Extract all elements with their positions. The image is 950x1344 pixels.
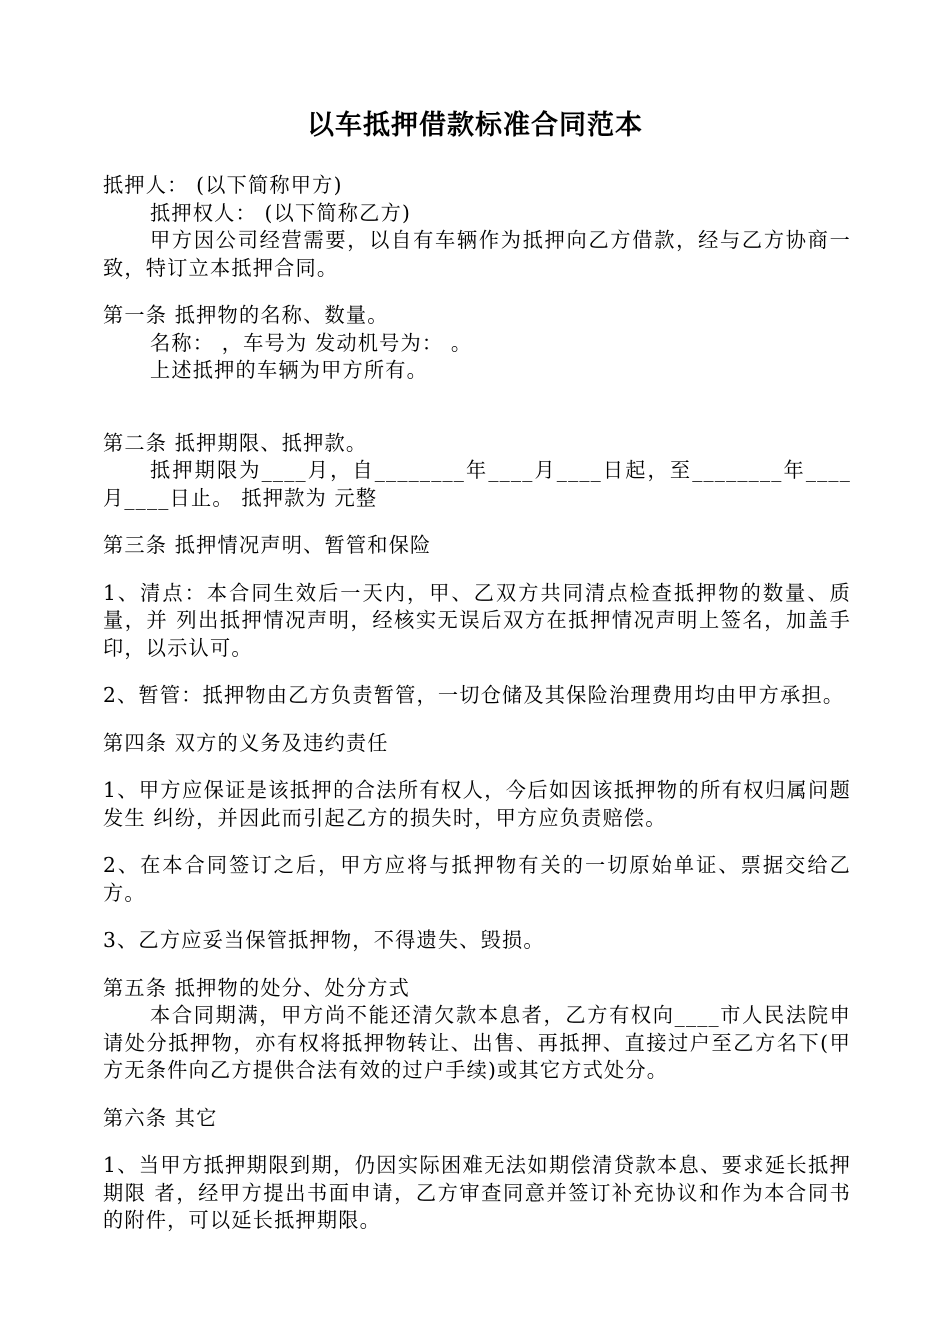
paragraph-preamble: 甲方因公司经营需要，以自有车辆作为抵押向乙方借款，经与乙方协商一致，特订立本抵押合同。 [103,228,851,280]
document-body [103,172,851,1235]
paragraph-term: 抵押期限为____月，自________年____月____日起，至________年____月____日止。 抵押款为 元整 [103,458,851,510]
paragraph-disposal: 本合同期满，甲方尚不能还清欠款本息者，乙方有权向____市人民法院申请处分抵押物，亦有权将抵押物转让、出售、再抵押、直接过户至乙方名下(甲方无条件向乙方提供合法有效的过户手续)或其它方式处分。 [103,1003,851,1082]
article-4-heading: 第四条 双方的义务及违约责任 [103,730,389,755]
document-title: 以车抵押借款标准合同范本 [307,110,643,141]
paragraph-mortgagee: 抵押权人： (以下简称乙方) [150,200,412,225]
article-3-heading: 第三条 抵押情况声明、暂管和保险 [103,533,432,557]
paragraph-mortgagor: 抵押人： (以下简称甲方) [103,173,343,197]
article-5-heading: 第五条 抵押物的处分、处分方式 [103,975,411,1000]
paragraph-inventory: 1、清点：本合同生效后一天内，甲、乙双方共同清点检查抵押物的数量、质量，并 列出抵押情况声明，经核实无误后双方在抵押情况声明上签名，加盖手印，以示认可。 [103,580,851,660]
paragraph-duty-3: 3、乙方应妥当保管抵押物，不得遗失、毁损。 [103,928,545,952]
article-2-heading: 第二条 抵押期限、抵押款。 [103,430,368,455]
article-6-heading: 第六条 其它 [103,1105,218,1130]
paragraph-vehicle-name: 名称： ，车号为 发动机号为： 。 [150,330,473,355]
paragraph-vehicle-ownership: 上述抵押的车辆为甲方所有。 [150,358,429,382]
article-1-heading: 第一条 抵押物的名称、数量。 [103,303,389,327]
paragraph-other-1: 1、当甲方抵押期限到期，仍因实际困难无法如期偿清贷款本息、要求延长抵押期限 者，经甲方提出书面申请，乙方审查同意并签订补充协议和作为本合同书的附件，可以延长抵押期限。 [103,1153,851,1232]
paragraph-custody: 2、暂管：抵押物由乙方负责暂管，一切仓储及其保险治理费用均由甲方承担。 [103,683,845,707]
paragraph-duty-1: 1、甲方应保证是该抵押的合法所有权人，今后如因该抵押物的所有权归属问题发生 纠纷，并因此而引起乙方的损失时，甲方应负责赔偿。 [103,778,851,830]
paragraph-duty-2: 2、在本合同签订之后，甲方应将与抵押物有关的一切原始单证、票据交给乙方。 [103,853,851,905]
